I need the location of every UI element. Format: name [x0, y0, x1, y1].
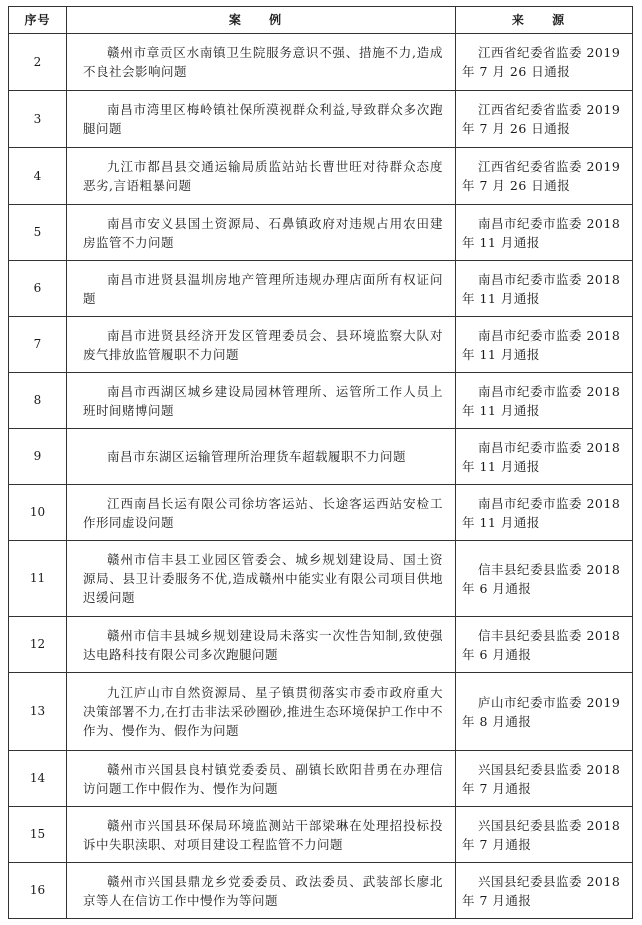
- row-source: 南昌市纪委市监委 2018 年 11 月通报: [456, 261, 633, 317]
- table-row: [9, 541, 633, 617]
- row-source: 南昌市纪委市监委 2018 年 11 月通报: [456, 429, 633, 485]
- table-header-row: [9, 7, 633, 34]
- table-row: [9, 863, 633, 919]
- row-no: 9: [9, 429, 67, 485]
- row-no: 15: [9, 807, 67, 863]
- row-case: 南昌市东湖区运输管理所治理货车超载履职不力问题: [67, 429, 456, 485]
- table-row: [9, 205, 633, 261]
- row-case: 九江庐山市自然资源局、星子镇贯彻落实市委市政府重大决策部署不力,在打击非法采砂圈砂,推进生态环境保护工作中不作为、慢作为、假作为问题: [67, 673, 456, 751]
- table-row: [9, 148, 633, 205]
- row-case: 南昌市西湖区城乡建设局园林管理所、运管所工作人员上班时间赌博问题: [67, 373, 456, 429]
- row-case: 赣州市信丰县城乡规划建设局未落实一次性告知制,致使强达电路科技有限公司多次跑腿问题: [67, 617, 456, 673]
- case-table: [8, 6, 633, 919]
- table-row: [9, 485, 633, 541]
- row-no: 13: [9, 673, 67, 751]
- table-row: [9, 807, 633, 863]
- row-source: 庐山市纪委市监委 2019 年 8 月通报: [456, 673, 633, 751]
- row-source: 南昌市纪委市监委 2018 年 11 月通报: [456, 205, 633, 261]
- row-no: 5: [9, 205, 67, 261]
- row-no: 6: [9, 261, 67, 317]
- table-row: [9, 373, 633, 429]
- row-no: 14: [9, 751, 67, 807]
- row-source: 信丰县纪委县监委 2018 年 6 月通报: [456, 541, 633, 617]
- row-source: 江西省纪委省监委 2019 年 7 月 26 日通报: [456, 148, 633, 205]
- row-no: 12: [9, 617, 67, 673]
- table-row: [9, 617, 633, 673]
- row-no: 10: [9, 485, 67, 541]
- row-case: 赣州市兴国县鼎龙乡党委委员、政法委员、武装部长廖北京等人在信访工作中慢作为等问题: [67, 863, 456, 919]
- row-no: 2: [9, 34, 67, 91]
- row-case: 南昌市进贤县温圳房地产管理所违规办理店面所有权证问题: [67, 261, 456, 317]
- table-row: [9, 317, 633, 373]
- row-source: 兴国县纪委县监委 2018 年 7 月通报: [456, 807, 633, 863]
- row-source: 兴国县纪委县监委 2018 年 7 月通报: [456, 863, 633, 919]
- row-case: 赣州市章贡区水南镇卫生院服务意识不强、措施不力,造成不良社会影响问题: [67, 34, 456, 91]
- row-case: 南昌市安义县国土资源局、石鼻镇政府对违规占用农田建房监管不力问题: [67, 205, 456, 261]
- header-source: 来 源: [456, 7, 633, 34]
- row-source: 南昌市纪委市监委 2018 年 11 月通报: [456, 373, 633, 429]
- row-no: 4: [9, 148, 67, 205]
- header-no: 序号: [9, 7, 67, 34]
- table-row: [9, 34, 633, 91]
- row-source: 兴国县纪委县监委 2018 年 7 月通报: [456, 751, 633, 807]
- row-case: 赣州市兴国县环保局环境监测站干部梁琳在处理招投标投诉中失职渎职、对项目建设工程监管不力问题: [67, 807, 456, 863]
- table-row: [9, 673, 633, 751]
- row-source: 南昌市纪委市监委 2018 年 11 月通报: [456, 485, 633, 541]
- table-row: [9, 261, 633, 317]
- row-case: 南昌市进贤县经济开发区管理委员会、县环境监察大队对废气排放监管履职不力问题: [67, 317, 456, 373]
- row-no: 7: [9, 317, 67, 373]
- row-source: 信丰县纪委县监委 2018 年 6 月通报: [456, 617, 633, 673]
- row-source: 江西省纪委省监委 2019 年 7 月 26 日通报: [456, 34, 633, 91]
- header-case: 案 例: [67, 7, 456, 34]
- case-table-document: [8, 6, 632, 919]
- row-source: 江西省纪委省监委 2019 年 7 月 26 日通报: [456, 91, 633, 148]
- row-no: 16: [9, 863, 67, 919]
- row-case: 江西南昌长运有限公司徐坊客运站、长途客运西站安检工作形同虚设问题: [67, 485, 456, 541]
- row-case: 赣州市信丰县工业园区管委会、城乡规划建设局、国土资源局、县卫计委服务不优,造成赣州中能实业有限公司项目供地迟缓问题: [67, 541, 456, 617]
- row-no: 8: [9, 373, 67, 429]
- row-no: 3: [9, 91, 67, 148]
- row-source: 南昌市纪委市监委 2018 年 11 月通报: [456, 317, 633, 373]
- row-case: 赣州市兴国县良村镇党委委员、副镇长欧阳昔勇在办理信访问题工作中假作为、慢作为问题: [67, 751, 456, 807]
- row-case: 南昌市湾里区梅岭镇社保所漠视群众利益,导致群众多次跑腿问题: [67, 91, 456, 148]
- table-row: [9, 91, 633, 148]
- row-no: 11: [9, 541, 67, 617]
- table-row: [9, 429, 633, 485]
- table-row: [9, 751, 633, 807]
- row-case: 九江市都昌县交通运输局质监站站长曹世旺对待群众态度恶劣,言语粗暴问题: [67, 148, 456, 205]
